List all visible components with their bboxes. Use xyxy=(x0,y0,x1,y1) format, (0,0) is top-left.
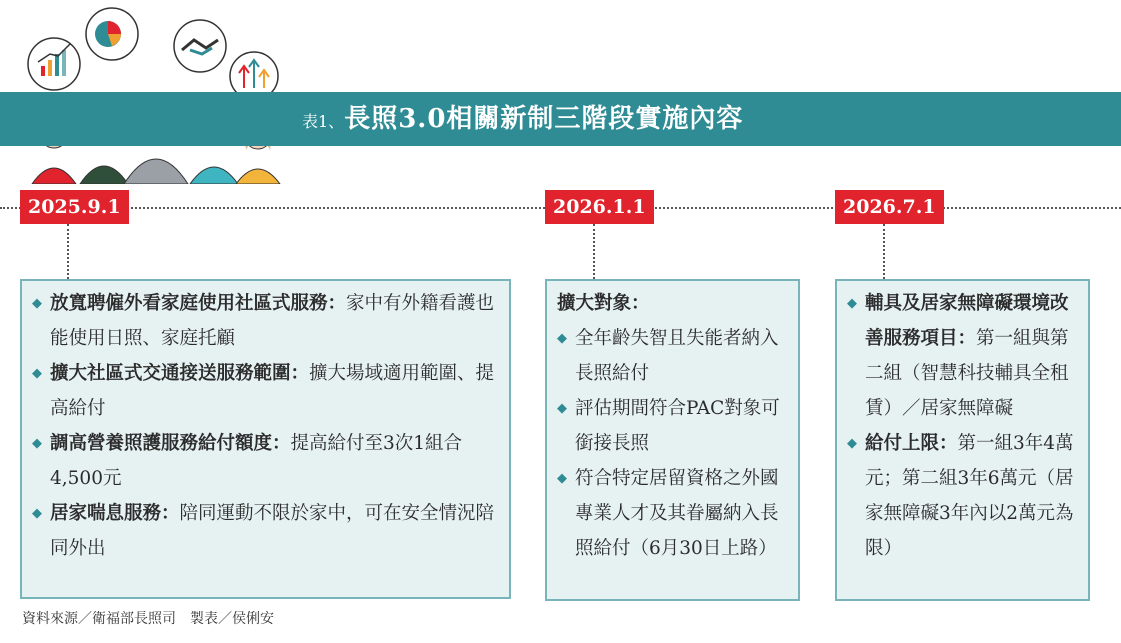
list-item xyxy=(847,426,1078,566)
bullet-diamond-icon: ◆ xyxy=(32,296,42,311)
stage-heading: 擴大對象： xyxy=(557,293,650,314)
bullet-diamond-icon: ◆ xyxy=(32,506,42,521)
source-note: 資料來源／衛福部長照司 製表／侯俐安 xyxy=(22,611,274,627)
list-item xyxy=(32,496,495,566)
stage-box-3 xyxy=(835,279,1090,601)
bullet-diamond-icon: ◆ xyxy=(557,471,567,486)
item-text: 擴大場域適用範圍、提高給付 xyxy=(50,363,495,419)
item-heading: 居家喘息服務： xyxy=(50,503,180,524)
connector-line xyxy=(67,224,69,279)
item-heading: 調高營養照護服務給付額度： xyxy=(50,433,291,454)
growth-chart-icon xyxy=(28,38,80,90)
page-title xyxy=(302,92,743,146)
item-text: 評估期間符合PAC對象可銜接長照 xyxy=(575,398,780,454)
stage-box-1 xyxy=(20,279,511,599)
list-item xyxy=(847,286,1078,426)
stage-box-2 xyxy=(545,279,800,601)
item-heading: 放寬聘僱外看家庭使用社區式服務： xyxy=(50,293,347,314)
list-item xyxy=(557,391,788,461)
pie-chart-icon xyxy=(86,8,138,60)
item-text: 符合特定居留資格之外國專業人才及其眷屬納入長照給付（6月30日上路） xyxy=(575,468,779,559)
date-badge: 2026.1.1 xyxy=(545,190,654,224)
list-item xyxy=(557,461,788,566)
date-badge: 2026.7.1 xyxy=(835,190,944,224)
bullet-diamond-icon: ◆ xyxy=(847,436,857,451)
date-badge: 2025.9.1 xyxy=(20,190,129,224)
item-text: 第一組3年4萬元；第二組3年6萬元（居家無障礙3年內以2萬元為限） xyxy=(865,433,1074,559)
item-text: 全年齡失智且失能者納入長照給付 xyxy=(575,328,779,384)
connector-line xyxy=(883,224,885,279)
bullet-diamond-icon: ◆ xyxy=(847,296,857,311)
item-text: 第一組與第二組（智慧科技輔具全租賃）／居家無障礙 xyxy=(865,328,1069,419)
list-item xyxy=(32,426,495,496)
bullet-diamond-icon: ◆ xyxy=(32,366,42,381)
list-item xyxy=(32,356,495,426)
title-prefix: 表1、 xyxy=(302,112,345,131)
item-text: 家中有外籍看護也能使用日照、家庭托顧 xyxy=(50,293,495,349)
bullet-diamond-icon: ◆ xyxy=(32,436,42,451)
item-text: 陪同運動不限於家中，可在安全情況陪同外出 xyxy=(50,503,495,559)
item-text: 提高給付至3次1組合4,500元 xyxy=(50,433,463,489)
bullet-diamond-icon: ◆ xyxy=(557,401,567,416)
item-heading: 輔具及居家無障礙環境改善服務項目： xyxy=(865,293,1069,349)
list-item xyxy=(32,286,495,356)
handshake-icon xyxy=(174,20,226,72)
connector-line xyxy=(593,224,595,279)
title-text: 長照3.0相關新制三階段實施內容 xyxy=(344,104,744,134)
item-heading: 擴大社區式交通接送服務範圍： xyxy=(50,363,310,384)
item-heading: 給付上限： xyxy=(865,433,958,454)
bullet-diamond-icon: ◆ xyxy=(557,331,567,346)
list-item xyxy=(557,321,788,391)
